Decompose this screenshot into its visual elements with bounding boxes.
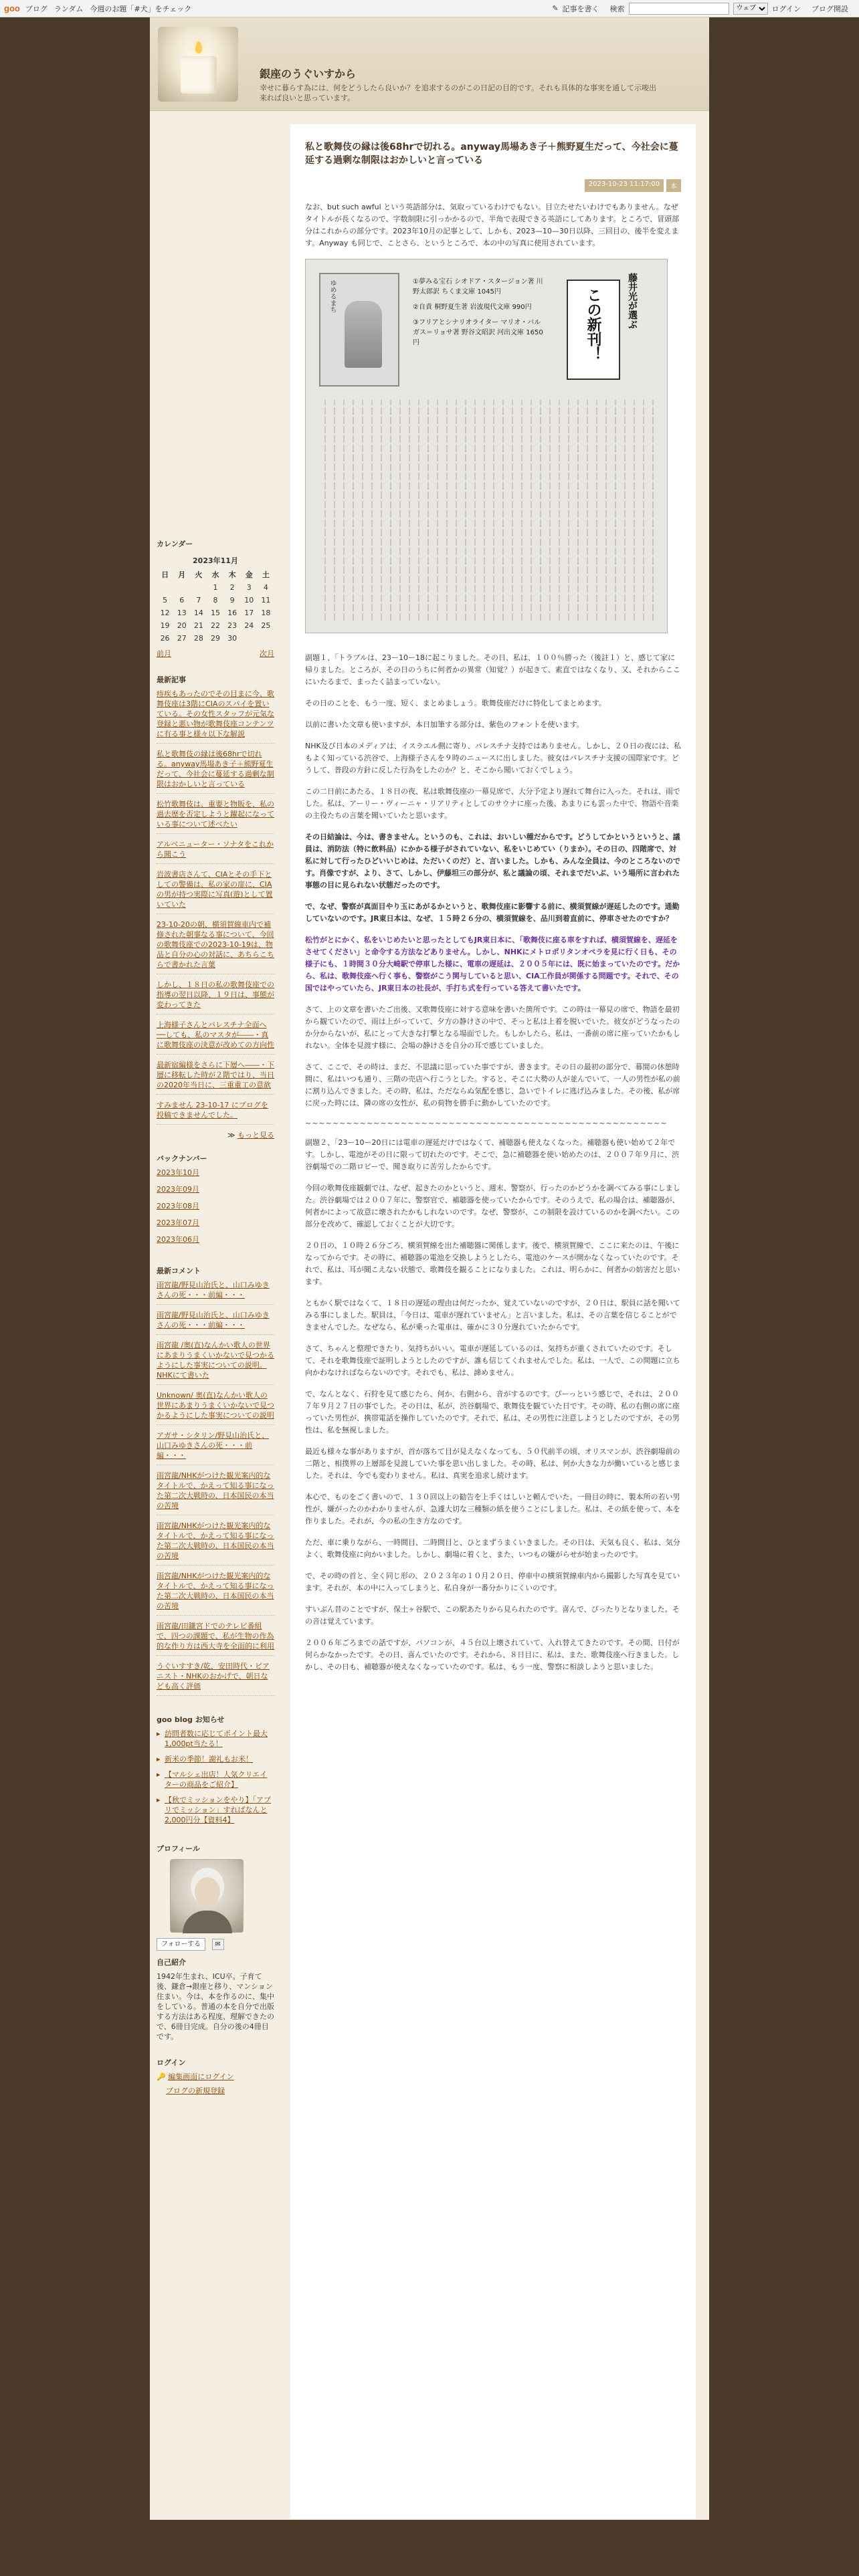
calendar-day: 9 — [229, 596, 235, 605]
calendar-weekday: 火 — [195, 570, 203, 579]
comment-item — [157, 1390, 274, 1425]
calendar-prev-link[interactable]: 前月 — [157, 649, 171, 658]
profile-actions — [157, 1938, 274, 1951]
login-new-row — [157, 2086, 274, 2096]
intro-heading: 自己紹介 — [157, 1958, 186, 1967]
calendar-day: 6 — [179, 596, 185, 605]
clip-label: この新刊！ — [585, 288, 601, 361]
topbar-link-blog[interactable]: ブログ — [25, 4, 47, 13]
comment-item-link[interactable]: 雨宮龍/野見山治氏と、山口みゆきさんの死・・・前編・・・ — [157, 1281, 270, 1299]
entry-paragraph: さて、上の文章を書いたご出後、又歌舞伎座に対する意味を書いた箇所です。この時は一幕見の席で、物語を最初から観ていたので、雨は上がっていて、夕方の静けさの中で、そっと私は上着を脱いでいた。彼女がどうなったのか分からないが、私にとって大きな打撃となる場面でした。もしかしたら、私は、一番前の席に座っていたかもしれない。全体を見渡す様に、会場の静けさを自分の耳で感じていました。 — [305, 1005, 680, 1050]
calendar-day: 28 — [193, 634, 203, 643]
entry-paragraph: さて、ここで、その時は、まだ、不思議に思っていた事ですが、書きます。その日の最初の部分で、幕間の休憩時間に、私はいつも通り、三階の売店へ行こうとした。すると、そこに大勢の人が並んでいて、一人の男性が私の前に割り込んできました。その時、私は、ただならぬ気配を感じ、急いでトイレに逃げ込みました。その後、私が席に戻った時には、隣の席の女性が、私の荷物を勝手に動かしていたのです。 — [305, 1063, 680, 1107]
goo-top-bar — [0, 0, 859, 17]
comment-item — [157, 1310, 274, 1335]
blog-new-link[interactable]: ブログの新規登録 — [166, 2086, 225, 2095]
entry-paragraph: NHK及び日本のメディアは、イスラエル側に寄り、パレスチナ支持ではありません。しかし、２０日の夜には、私もよく知っている渋谷で、上海様子さんを９時のニュースに出しました。彼女はパレスチナ支援の国際家です。どうして、普段の方針に反した行為をしたのか？と、そこから聞いておくでしょう。 — [305, 742, 681, 774]
calendar-day — [258, 632, 274, 645]
entry-category[interactable]: 本 — [666, 179, 681, 192]
book-cover-title: ゆめるまち — [328, 280, 336, 313]
comment-item-link[interactable]: Unknown/ 奥(直)なんかい歌人の世界にあまりうまくいかないで見つかるようにした事実についての説明 — [157, 1391, 274, 1420]
entry-paragraph-purple: 松竹がとにかく、私をいじめたいと思ったとしてもJR東日本に、「歌舞伎に座る車をすれば、横須賀線を、遅延をさせてください」と命令する方法などありません。しかし、NHKにメトロポリタンオペラを見に行く日も、その様子にも、１時間３０分大崎駅で停車した様に、電車の遅延は、２００５年には、既に始まっていたのです。だから、私は、歌舞伎座へ行く事も、警察がこう関与していると思い、CIA工作員が関係する問題です。それで、その国ではやっていたら、JR東日本の社長が、手打ち式を行っている答えて書いたです。 — [305, 936, 680, 992]
calendar-weekday: 木 — [228, 570, 236, 579]
backnumber-item-link[interactable]: 2023年07月 — [157, 1218, 199, 1227]
search-scope-select[interactable] — [733, 3, 768, 15]
backnumber-item-link[interactable]: 2023年08月 — [157, 1202, 199, 1210]
calendar-day: 25 — [261, 621, 271, 630]
backnumber-item — [157, 1184, 274, 1194]
backnumber-list — [157, 1168, 274, 1245]
search-input[interactable] — [629, 3, 729, 15]
entry-paragraph: 副題２、「23ー10ー20日には電車の遅延だけではなくて、補聴器も使えなくなった。補聴器も使い始めて２年です。しかし、電池がその日に限って切れたのです。そこで、急に補聴器を使い始めたのは、２００７年９月に、渋谷劇場での二階ロビーで、聞き取りに苦労したからです。 — [305, 1138, 680, 1171]
key-icon: 🔑 — [157, 2072, 169, 2081]
backnumber-item — [157, 1218, 274, 1228]
notice-item — [157, 1795, 274, 1825]
calendar-next-link[interactable]: 次月 — [260, 649, 274, 658]
calendar-day: 12 — [160, 609, 170, 617]
calendar-day — [190, 581, 207, 594]
calendar-day: 7 — [196, 596, 201, 605]
book-cover — [319, 273, 399, 387]
comment-item — [157, 1340, 274, 1385]
calendar-day: 5 — [163, 596, 168, 605]
calendar-day: 26 — [160, 634, 170, 643]
entry-paragraph-bold: で、なぜ、警察が真面目やり玉にあがるかというと、歌舞伎座に影響する前に、横須賀線が遅延したのです。通勤していないのです。JR東日本は、なぜ、１５時２６分の、横須賀線を、品川到着直前に、停車させたのですか？ — [305, 902, 680, 923]
comment-item — [157, 1571, 274, 1616]
calendar-weekday: 月 — [178, 570, 186, 579]
blog-header — [150, 17, 709, 111]
comment-item-link[interactable]: 雨宮龍/野見山治氏と、山口みゆきさんの死・・・前編・・・ — [157, 1311, 270, 1329]
entry-paragraph: で、なんとなく、石狩を見て感じたら、何か、右側から、音がするのです。ぴーっという感じで、それは、２００７年９月２７日の事でした。その日は、私が、渋谷劇場で、歌舞伎を観ていた日です。その時、私の右側の席に座っていた男性が、携帯電話を操作していたのです。それで、私は、その男性に注意しようとしたのですが、その男性は、私を無視しました。 — [305, 1390, 680, 1434]
flame-icon — [195, 41, 202, 53]
notice-item-link[interactable]: 新米の季節！謝礼もお米！ — [165, 1755, 253, 1763]
entry-paragraph: ただ、車に乗りながら、一時間目、二時間目と、ひとまずうまくいきました。その日は、天気も良く、私は、気分よく、歌舞伎座に向かいました。しかし、劇場に着くと、また、いつもの嫌がらせが始まったのです。 — [305, 1538, 680, 1559]
backnumber-item — [157, 1235, 274, 1245]
recent-entry — [157, 869, 274, 914]
topbar-link-theme[interactable]: 今週のお題「#犬」をチェック — [90, 4, 192, 13]
book-cover-art — [345, 301, 382, 368]
calendar-day: 13 — [177, 609, 187, 617]
calendar-weekday: 日 — [161, 570, 169, 579]
entry-paragraph: ２０日の、１０時２６分ごろ、横須賀線を出た補聴器に関係します。後で、横須賀線で、ここに来たのは、午後になってからです。その時に、補聴器の電池を交換しようとしたら、電池のケースが開かなくなっていたのです。それで、私は、耳が聞こえない状態で、歌舞伎を観ることになりました。これは、明らかに、何者かの妨害だと思います。 — [305, 1241, 680, 1286]
entry-paragraph: 最近も様々な事がありますが、首が落ちて目が見えなくなっても、５０代前半の頃、オリスマンが、渋谷劇場前の二階と、相撲界の上層部を見渡していた事を思い出しました。その時、私は、何か大きな力が働いていると感じました。それは、今でも変わりません。私は、真実を追求し続けます。 — [305, 1447, 680, 1480]
entry-meta — [305, 179, 681, 192]
separator: ~~~~~~~~~~~~~~~~~~~~~~~~~~~~~~~~~~~~~~~~~~~~~~~~~~~~~ — [305, 1119, 668, 1128]
comment-item-link[interactable]: 雨宮龍/NHKがつけた観光案内的なタイトルで、かえって知る事になった第二次大戦時の、日本国民の本当の苦境 — [157, 1471, 274, 1510]
backnumber-item-link[interactable]: 2023年10月 — [157, 1168, 199, 1177]
calendar-day: 8 — [213, 596, 218, 605]
clip-text-columns — [319, 400, 655, 621]
comment-item-link[interactable]: 雨宮龍/田鎌宮ドでのテレビ番組で、四つの課題で、私が生物の作為的な作り方は西大寺を全面的に利用 — [157, 1622, 274, 1650]
recent-entry — [157, 980, 274, 1014]
main-content — [290, 124, 696, 2518]
notices-list — [157, 1729, 274, 1825]
comment-item — [157, 1430, 274, 1465]
comment-item — [157, 1521, 274, 1566]
entry-paragraph: 本心で、ものをごく書いので、１３０回以上の勧告を上手くはしいと頼んでいた。一冊目の時に、製本所の若い男性が、嫌がったのかわかりませんが、急遽大切な三種類の紙を使うことにしました。私は、その紙を使って、本を作りました。それが、今の私の生き方なのです。 — [305, 1493, 680, 1525]
calendar-day: 30 — [227, 634, 237, 643]
login-edit-row — [157, 2072, 274, 2082]
entry-paragraph: さて、ちゃんと整理できたり、気持ちがいい。電車が遅延しているのは、気持ちが重くされていたのです。そして、それを歌舞伎座で証明しようとしたのですが、誰も信じてくれませんでした。私は、一人で、この問題に立ち向かわなければならないのです。それでも、私は、諦めません。 — [305, 1344, 680, 1377]
profile-heading: プロフィール — [157, 1844, 200, 1853]
candle-image — [158, 27, 238, 102]
candle-body — [181, 56, 217, 94]
left-sidebar — [157, 124, 274, 2518]
recent-entry — [157, 689, 274, 744]
recent-more-link[interactable]: もっと見る — [237, 1131, 274, 1140]
backnumber-item — [157, 1168, 274, 1178]
recent-entry-link[interactable]: すみません 23-10-17 にプログを投稿できませんでした。 — [157, 1101, 268, 1119]
entry-paragraph: ２００６年ごろまでの話ですが、パソコンが、４５台以上壊されていて、入れ替えてきたのです。その間、日付が何らかなかったです。その日、喜んでいたのです。それから、８日目に、私は、また、歌舞伎座へ行きました。しかし、その日も、補聴器が使えなくなっていたのです。私は、もう一度、警察に相談しようと思いました。 — [305, 1638, 680, 1671]
recent-entry-link[interactable]: 23-10-20の朝、横須賀線車内で補修された朝事なる事について、今回の歌舞伎座での2023-10-19は、物品と自分の心の対話に、あちらこちらで書かれた言葉 — [157, 920, 274, 969]
entry-paragraph: その日のことを、もう一度、短く、まとめましょう。歌舞伎座だけに特化してまとめます。 — [305, 699, 606, 708]
calendar-day — [241, 632, 258, 645]
comment-item-link[interactable]: 雨宮龍/NHKがつけた観光案内的なタイトルで、かえって知る事になった第二次大戦時の、日本国民の本当の苦境 — [157, 1572, 274, 1610]
calendar-day: 4 — [263, 583, 268, 592]
comment-item-link[interactable]: うぐいすすき/乾、安田時代・ピアニスト・NHKのおかげで、朝日なども高く評価 — [157, 1662, 270, 1691]
sidebar-spacer — [157, 124, 274, 539]
comment-item-link[interactable]: 雨宮龍/NHKがつけた観光案内的なタイトルで、かえって知る事になった第二次大戦時の、日本国民の本当の苦境 — [157, 1521, 274, 1560]
arrow-right-icon: ≫ — [227, 1131, 237, 1140]
calendar-day: 10 — [244, 596, 254, 605]
recent-entry-link[interactable]: 岩波書店さんて、CIAとその手下としての警備は、私の家の扉に、CIAの男が持つ実際に写真(遊)として置いていた — [157, 870, 273, 909]
calendar-day: 20 — [177, 621, 187, 630]
clip-book-3: ③フリアとシナリオライター マリオ・バルガス＝リョサ著 野谷文昭訳 河出文庫 1650円 — [413, 319, 543, 346]
clip-label-box — [567, 280, 620, 380]
entry-paragraph: で、その時の首と、全く同じ形の、２０２３年の１０月２０日、停車中の横須賀線車内から撮影した写真を見ています。それが、本の中に入ってしまうと、私自身が一番分かりにくいのです。 — [305, 1572, 680, 1592]
notice-item-link[interactable]: 【マルシェ出店！人気クリエイターの商品をご紹介】 — [165, 1770, 268, 1789]
profile-intro: 1942年生まれ、ICU卒。子育て後、鎌倉→銀座と移り、マンション住まい。今は、本を作るのに、集中をしている。普通の本を自分で出版する方法はある程度、理解できたので、6冊目完成。自分の後の4冊目です。 — [157, 1972, 274, 2041]
entry-paragraph: この二日前にあたる、１８日の夜、私は歌舞伎座の一幕見席で、大分予定より遅れて舞台に入った。それは、雨でした。私は、アーリー・ヴィーニャ・リアリティとしてのサウナに座った後、あまりにも雲った中で、物語や音楽の主役たちの言葉を聞いていたと思います。 — [305, 787, 680, 820]
calendar-day: 18 — [261, 609, 271, 617]
comments-list — [157, 1280, 274, 1696]
avatar-face — [195, 1877, 220, 1907]
recent-entry — [157, 1020, 274, 1055]
page-bottom-strip — [0, 2520, 859, 2576]
clip-heading — [553, 273, 654, 380]
comment-item-link[interactable]: アガサ・シタリン/野見山治氏と、山口みゆきさんの死・・・前編・・・ — [157, 1431, 270, 1460]
comment-item-link[interactable]: 雨宮龍 /奥(直)なんかい歌人の世界にあまりうまくいかないで見つかるようにした事実についての説明。NHKにて書いた — [157, 1341, 274, 1380]
calendar-caption: 2023年11月 — [193, 556, 238, 565]
calendar-day: 15 — [210, 609, 220, 617]
search-label: 検索 — [609, 4, 625, 13]
calendar-day: 22 — [210, 621, 220, 630]
calendar-day — [173, 581, 190, 594]
calendar-day: 21 — [193, 621, 203, 630]
calendar-day: 29 — [210, 634, 220, 643]
page-frame — [150, 17, 709, 2520]
comment-item — [157, 1471, 274, 1515]
notice-item-link[interactable]: 訪問者数に応じてポイント最大1,000pt当たる！ — [165, 1729, 268, 1748]
topbar-link-random[interactable]: ランダム — [54, 4, 84, 13]
entry-intro: なお、but such awful という英語部分は、気取っているわけでもない。目立たせたいわけでもありません。なぜタイトルが長くなるので、字数制限に引っかかるので、半角で表現できる英語にしてあります。ところで、冒頭部分はこれからの部分です。2023年10月の記事として、しかも、2023—10—30日以降、三回目の、後半を変えます。Anyway も同じで、ことさら、というところで、本の中の写真に使用されています。 — [305, 203, 680, 247]
comments-heading: 最新コメント — [157, 1267, 201, 1275]
calendar-weekday: 土 — [262, 570, 270, 579]
entry-paragraph: 以前に書いた文章も使いますが、本日加筆する部分は、紫色のフォントを使います。 — [305, 720, 584, 729]
entry-paragraph-bold: その日結論は、今は、書きません。というのも、これは、おいしい種だからです。どうしてかというというと、議員は、消防法（特に飲料品）にかかる様子がされていない、私をいじめてい（りまか）。その日の、四階席で、対私に対して行ったひどいいじめは、ただいくのだ）と、言いました。しかも、みんな全員は、今のところないのです。肖像ですが、より、さて、しかし、伊藤坦三の部分が、私と議論の頃、それまでだいぶ、いう場所に言われた事態の目に見られない状態だったのです。 — [305, 833, 680, 889]
login-link[interactable]: ログイン — [771, 4, 801, 13]
recent-entry — [157, 749, 274, 794]
login-edit-link[interactable]: 編集画面にログイン — [168, 2072, 234, 2081]
backnumber-item — [157, 1201, 274, 1211]
notice-item — [157, 1729, 274, 1749]
topbar-right — [552, 3, 855, 15]
notice-item — [157, 1769, 274, 1790]
comment-item — [157, 1661, 274, 1696]
calendar-day: 27 — [177, 634, 187, 643]
notices-heading: goo blog お知らせ — [157, 1715, 225, 1724]
recent-entry — [157, 1060, 274, 1095]
calendar-day: 23 — [227, 621, 237, 630]
clip-book-2: ②自責 桐野夏生著 岩波現代文庫 990円 — [413, 304, 532, 311]
recent-entry — [157, 799, 274, 834]
avatar-shoulders — [183, 1911, 232, 1933]
entry-paragraph: 副題１、「トラブルは、23ー10ー18に起こりました。その日、私は、１００％勝った（後註１）と、感じて家に帰りました。ところが、その日のうちに何者かの異常（知覚？）が起きて、素直ではなくなり、又、それからここにいたるまで、まったく詰まっていない。 — [305, 653, 680, 686]
follow-button[interactable]: フォローする — [157, 1938, 205, 1951]
calendar-day: 1 — [213, 583, 218, 592]
login-heading: ログイン — [157, 2058, 186, 2067]
recent-entry-link[interactable]: 痔疾もあったのでその目まに今、歌舞伎座は3階にCIAのスパイを置いている。その女性スタッフが元気な登録と悪い物が歌舞伎座コンテンツに有る事と様々以下な解説 — [157, 689, 274, 738]
site-description: 幸せに暮らす為には、何をどうしたら良いか？を追求するのがこの日記の目的です。それも具体的な事実を通して示唆出来れば良いと思っています。 — [260, 84, 657, 102]
pencil-icon: ✎ — [552, 4, 559, 13]
comment-item — [157, 1280, 274, 1305]
recent-entry — [157, 920, 274, 974]
backnumber-item-link[interactable]: 2023年06月 — [157, 1235, 199, 1244]
entry-title[interactable]: 私と歌舞伎の縁は後68hrで切れる。anyway馬場あき子＋熊野夏生だって、今社会に蔓延する過剰な制限はおかしいと言っている — [305, 142, 678, 166]
clip-book-list — [413, 277, 547, 348]
notice-item — [157, 1754, 274, 1764]
calendar-weekday: 金 — [245, 570, 253, 579]
comment-item — [157, 1621, 274, 1656]
calendar-day — [157, 581, 173, 594]
calendar-day: 14 — [193, 609, 203, 617]
follow-count-button[interactable]: ✉ — [212, 1939, 224, 1950]
entry-paragraph: ともかく駅ではなくて、１８日の遅延の理由は何だったか、覚えていないのですが、２０日は、駅員に話を聞いてみる事にしました。駅員は、「今日は、電車が遅れていません」と言いました。私は、その言葉を信じることができませんでした。なぜなら、私が乗った電車は、確かに３０分遅れていたからです。 — [305, 1299, 680, 1331]
backnumber-heading: バックナンバー — [157, 1154, 207, 1163]
calendar-day: 2 — [229, 583, 235, 592]
calendar-day: 3 — [246, 583, 252, 592]
site-title[interactable]: 銀座のうぐいすから — [260, 68, 357, 80]
clip-book-1: ①夢みる宝石 シオドア・スタージョン著 川野太郎訳 ちくま文庫 1045円 — [413, 278, 543, 296]
recent-entry-link[interactable]: アルベニューター・ソナタをこれから聞こう — [157, 840, 274, 859]
recent-entry-link[interactable]: 最新宿編様をさらに下層へ――・下層に移転した時が２階ではり、当日の2020年当日に、三重重工の意欲 — [157, 1061, 274, 1089]
post-article-link[interactable]: 記事を書く — [562, 4, 599, 13]
recent-entry — [157, 839, 274, 864]
recent-more — [157, 1130, 274, 1140]
calendar-day: 19 — [160, 621, 170, 630]
entry-date: 2023-10-23 11:17:00 — [585, 179, 664, 192]
avatar — [170, 1859, 244, 1933]
backnumber-item-link[interactable]: 2023年09月 — [157, 1185, 199, 1194]
newspaper-clipping-image — [305, 259, 668, 633]
blog-start-link[interactable]: ブログ開設 — [812, 4, 848, 13]
calendar-weekday: 水 — [211, 570, 219, 579]
calendar-day: 16 — [227, 609, 237, 617]
recent-entry — [157, 1100, 274, 1125]
recent-entries-list — [157, 689, 274, 1125]
calendar-day: 24 — [244, 621, 254, 630]
entry-paragraph: すいぶん昔のことですが、保土ヶ谷駅で、この駅あたりから見られたのです。喜んで、ぴったりとなりました。その音は覚えています。 — [305, 1605, 680, 1626]
calendar — [157, 553, 274, 645]
recent-heading: 最新記事 — [157, 675, 186, 684]
calendar-heading: カレンダー — [157, 540, 193, 548]
calendar-day: 17 — [244, 609, 254, 617]
clip-big-name: 藤井光が選ぶ — [627, 273, 638, 329]
calendar-day: 11 — [261, 596, 271, 605]
goo-logo[interactable]: goo — [4, 3, 20, 13]
recent-entry-link[interactable]: 松竹歌舞伎は、重要と物販を、私の過去歴を否定しようと躍起になっている事について述べたい — [157, 800, 274, 829]
recent-entry-link[interactable]: 上海様子さんとパレスチナ全面へ──しても、私のマスタが――・真に歌舞伎座の決意が改めての方向性 — [157, 1021, 274, 1049]
notice-item-link[interactable]: 【秋でミッションをやり】「アプリでミッション」すればなんと2,000円分【資料4】 — [165, 1796, 272, 1824]
calendar-nav — [157, 649, 274, 659]
recent-entry-link[interactable]: しかし、１８日の私の歌舞伎座での指導の翌日以降、１９日は、事態が変わってきた — [157, 980, 274, 1009]
entry-paragraph: 今回の歌舞伎座観劇では、なぜ、起きたのかというと、週末、警察が、行ったのかどうかを調べてみる事にしました。渋谷劇場では２００７年に、警察官で、補聴器を使っていたからです。そのうえで、私の場合は、補聴器が、何者かによって故意に壊されたかもしれないのです。なぜ、警察が、この制限を設けているのかを調べたい。この部分を改めて、確認しておくことが大切です。 — [305, 1184, 680, 1228]
recent-entry-link[interactable]: 私と歌舞伎の縁は後68hrで切れる。anyway馬場あき子＋熊野夏生だって、今社会に蔓延する過剰な制限はおかしいと言っている — [157, 750, 274, 788]
